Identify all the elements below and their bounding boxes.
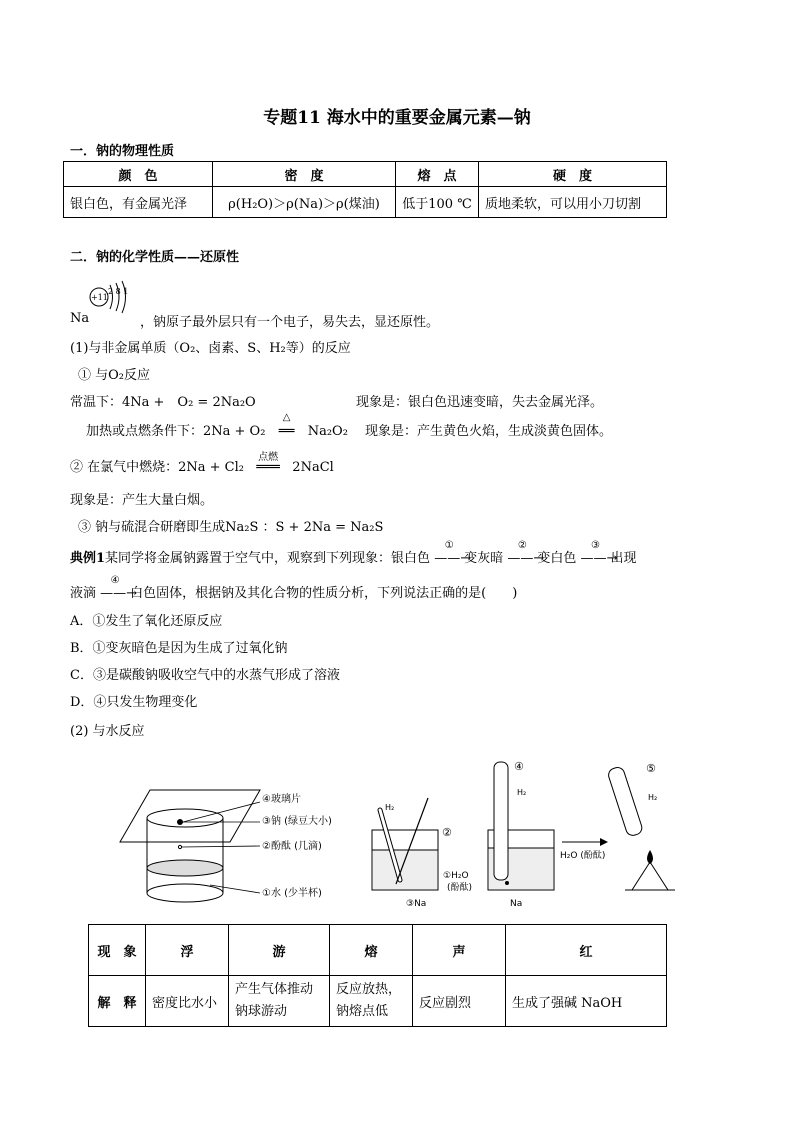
ignition-condition: 点燃 ═══: [248, 460, 288, 475]
heating-equation: [86, 412, 348, 439]
item-o2: ① 与O₂反应: [78, 368, 151, 383]
arrow-1-label: ①: [444, 540, 454, 551]
option-b: B．①变灰暗色是因为生成了过氧化钠: [70, 641, 288, 656]
arrow-2: ② ——→: [507, 540, 545, 566]
label-water: ①水 (少半杯): [262, 888, 322, 899]
example-text-1c: 变白色: [537, 551, 577, 566]
exp-sound: 反应剧烈: [413, 976, 506, 1027]
chlorine-observation: 现象是：产生大量白烟。: [70, 493, 214, 508]
h2-label-2: H₂: [517, 788, 527, 797]
exp-swim: 产生气体推动钠球游动: [229, 976, 330, 1027]
label-glass: ④玻璃片: [262, 794, 301, 805]
example-text-2a: 液滴: [70, 586, 97, 601]
obs-melt: 熔: [330, 925, 413, 976]
h2o-label: ①H₂O: [443, 871, 469, 881]
chlorine-equation-left: ② 在氯气中燃烧：2Na + Cl₂: [70, 460, 245, 475]
phenol-label: (酚酞): [447, 883, 473, 893]
example-line-1: [70, 540, 637, 566]
exp-red: 生成了强碱 NaOH: [506, 976, 667, 1027]
page-title: 专题11 海水中的重要金属元素—钠: [263, 108, 531, 128]
arrow-3-label: ③: [591, 540, 600, 551]
sodium-atom-diagram: [86, 280, 134, 320]
example-text-1b: 变灰暗: [464, 551, 504, 566]
chlorine-equation: [70, 452, 334, 475]
option-a: A．①发生了氧化还原反应: [70, 614, 223, 629]
circled-4: ④: [514, 760, 524, 773]
row1-head: 现 象: [89, 925, 146, 976]
atom-description: ，钠原子最外层只有一个电子，易失去，显还原性。: [140, 315, 440, 330]
na-label: ③Na: [406, 899, 427, 909]
heating-equation-left: 加热或点燃条件下：2Na + O₂: [86, 424, 266, 439]
header-melting: 熔 点: [396, 162, 479, 187]
subsection-2: (2) 与水反应: [70, 724, 145, 739]
cell-density: ρ(H₂O)＞ρ(Na)＞ρ(煤油): [213, 187, 396, 218]
option-d: D．④只发生物理变化: [70, 695, 198, 710]
atom-label: Na: [70, 311, 90, 326]
example-text-1a: 某同学将金属钠露置于空气中，观察到下列现象：银白色: [105, 551, 431, 566]
header-color: 颜 色: [64, 162, 213, 187]
physical-properties-table: [63, 161, 667, 218]
arrow-4: ④ ——→: [100, 575, 138, 601]
h2-label-1: H₂: [385, 803, 395, 812]
h2-label-3: H₂: [648, 793, 658, 802]
row2-head: 解 释: [89, 976, 146, 1027]
example-label: 典例1: [70, 551, 106, 566]
circled-2: ②: [442, 826, 452, 839]
example-line-2: [70, 575, 518, 601]
example-text-1d: 出现: [610, 551, 637, 566]
label-phenol: ②酚酞 (几滴): [262, 841, 322, 852]
heating-equation-right: Na₂O₂: [307, 424, 348, 439]
water-reaction-diagram: [110, 750, 690, 920]
h2o-phenol-label: H₂O (酚酞): [560, 851, 606, 861]
header-hardness: 硬 度: [479, 162, 667, 187]
phenolphthalein-drop: [178, 845, 181, 848]
option-c: C．③是碳酸钠吸收空气中的水蒸气形成了溶液: [70, 668, 340, 683]
obs-float: 浮: [146, 925, 229, 976]
circled-5: ⑤: [646, 762, 656, 775]
cell-melting: 低于100 ℃: [396, 187, 479, 218]
obs-red: 红: [506, 925, 667, 976]
heating-observation: 现象是：产生黄色火焰，生成淡黄色固体。: [365, 424, 613, 439]
sodium-dot: [177, 819, 183, 825]
cell-color: 银白色，有金属光泽: [64, 187, 213, 218]
atom-shells-text: 2 8 1: [108, 287, 129, 296]
sulfur-reaction: ③ 钠与硫混合研磨即生成Na₂S ：S + 2Na = Na₂S: [78, 520, 384, 535]
arrow-2-label: ②: [517, 540, 527, 551]
chlorine-equation-right: 2NaCl: [292, 460, 334, 475]
room-temp-equation: 常温下：4Na + O₂ = 2Na₂O: [70, 395, 256, 410]
obs-sound: 声: [413, 925, 506, 976]
section2-heading: 二．钠的化学性质——还原性: [70, 250, 240, 265]
subsection-1: (1)与非金属单质（O₂、卤素、S、H₂等）的反应: [70, 341, 351, 356]
na-label-2: Na: [510, 899, 523, 909]
room-temp-observation: 现象是：银白色迅速变暗，失去金属光泽。: [356, 395, 604, 410]
heat-symbol: △: [282, 412, 291, 423]
header-density: 密 度: [213, 162, 396, 187]
section1-heading: 一．钠的物理性质: [70, 144, 175, 159]
ignition-text: 点燃: [258, 452, 279, 463]
glass-plate-shape: [120, 790, 260, 842]
label-sodium: ③钠 (绿豆大小): [262, 816, 332, 827]
exp-float: 密度比水小: [146, 976, 229, 1027]
obs-swim: 游: [229, 925, 330, 976]
water-reaction-table: [88, 924, 667, 1027]
arrow-3: ③ ——→: [580, 540, 618, 566]
exp-melt: 反应放热，钠熔点低: [330, 976, 413, 1027]
arrow-4-label: ④: [110, 575, 120, 586]
arrow-1: ① ——→: [434, 540, 472, 566]
atom-nucleus-text: +11: [91, 293, 108, 302]
cell-hardness: 质地柔软，可以用小刀切割: [479, 187, 667, 218]
heating-condition: △ ══: [270, 424, 304, 439]
example-text-2b: 白色固体，根据钠及其化合物的性质分析，下列说法正确的是( ): [130, 586, 518, 601]
